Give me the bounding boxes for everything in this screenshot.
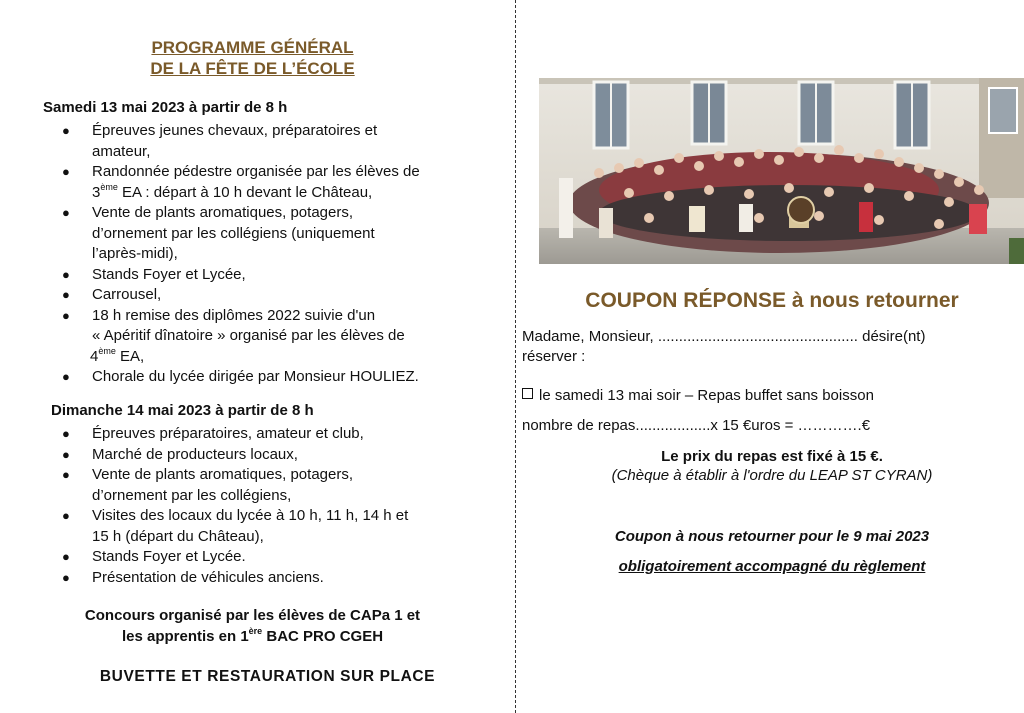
price-note: Le prix du repas est fixé à 15 €. <box>661 448 883 465</box>
superscript: ème <box>100 181 118 192</box>
list-item <box>58 367 478 388</box>
list-item <box>58 568 478 589</box>
bullet-icon: ● <box>62 569 70 585</box>
list-item-text: Randonnée pédestre organisée par les élèves de <box>92 163 420 180</box>
list-item-text: EA : départ à 10 h devant le Château, <box>117 183 373 201</box>
concours-line2 <box>0 626 505 647</box>
bullet-icon: ● <box>62 549 70 564</box>
list-item-text: d’ornement par les collégiens, <box>92 486 292 504</box>
buvette-banner: BUVETTE ET RESTAURATION SUR PLACE <box>99 668 436 685</box>
list-item-text: EA, <box>115 347 145 365</box>
list-item <box>58 265 478 286</box>
bullet-icon: ● <box>62 123 70 138</box>
meal-option <box>522 386 874 406</box>
concours-text: BAC PRO CGEH <box>262 628 384 645</box>
coupon-line2: réserver : <box>522 348 586 365</box>
coupon-column <box>520 0 1024 713</box>
concours-text: les apprentis en 1 <box>121 628 249 645</box>
meal-option-label: le samedi 13 mai soir – Repas buffet sans boisson <box>539 387 874 404</box>
payment-requirement: obligatoirement accompagné du règlement <box>618 558 926 575</box>
superscript: ème <box>98 345 116 356</box>
list-item <box>58 285 478 306</box>
list-item <box>58 424 478 445</box>
list-item <box>58 445 478 466</box>
concours-note <box>0 605 505 647</box>
list-item-text: Stands Foyer et Lycée. <box>92 548 246 565</box>
fold-divider <box>515 0 516 713</box>
list-item-text: Carrousel, <box>92 286 162 303</box>
list-item-text: Visites des locaux du lycée à 10 h, 11 h, 14 h et <box>92 507 409 524</box>
programme-title-line1: PROGRAMME GÉNÉRAL <box>151 38 354 57</box>
list-item-text: Stands Foyer et Lycée, <box>92 265 246 283</box>
list-item-text: d’ornement par les collégiens (uniquement <box>92 224 375 242</box>
list-item-text: Marché de producteurs locaux, <box>92 445 298 463</box>
list-item-text: 15 h (départ du Château), <box>92 527 264 545</box>
sunday-heading: Dimanche 14 mai 2023 à partir de 8 h <box>51 402 314 419</box>
bullet-icon: ● <box>62 164 70 179</box>
meal-count-line: nombre de repas..................x 15 €uros = ………….€ <box>522 417 871 434</box>
list-item <box>58 506 478 547</box>
sunday-list <box>58 424 478 588</box>
list-item-text: Chorale du lycée dirigée par Monsieur HOULIEZ. <box>92 368 419 385</box>
list-item-text: Présentation de véhicules anciens. <box>92 568 324 586</box>
list-item-text: Épreuves jeunes chevaux, préparatoires et <box>92 122 378 139</box>
checkbox-icon[interactable] <box>522 388 533 399</box>
bullet-icon: ● <box>62 369 70 384</box>
list-item <box>58 162 478 203</box>
concours-line1: Concours organisé par les élèves de CAPa 1 et <box>84 607 421 624</box>
saturday-list <box>58 121 478 388</box>
bullet-icon: ● <box>62 287 70 302</box>
superscript: ère <box>248 626 263 636</box>
list-item-text: l’après-midi), <box>92 245 178 262</box>
programme-title-line2: DE LA FÊTE DE L’ÉCOLE <box>150 59 355 78</box>
list-item-text: 4 <box>90 347 99 365</box>
list-item-text: amateur, <box>92 142 151 160</box>
list-item <box>58 547 478 568</box>
coupon-line1: Madame, Monsieur, ................................................ désire(nt) <box>522 328 926 345</box>
bullet-icon: ● <box>62 205 70 220</box>
list-item <box>58 203 478 265</box>
list-item-text: Vente de plants aromatiques, potagers, <box>92 204 354 221</box>
list-item-text: Vente de plants aromatiques, potagers, <box>92 466 354 483</box>
return-deadline: Coupon à nous retourner pour le 9 mai 2023 <box>614 528 930 545</box>
bullet-icon: ● <box>62 508 70 523</box>
list-item <box>58 465 478 506</box>
programme-title <box>0 37 505 79</box>
list-item-text: « Apéritif dînatoire » organisé par les élèves de <box>92 327 405 344</box>
list-item-text: 18 h remise des diplômes 2022 suivie d'un <box>92 306 376 324</box>
list-item <box>58 121 478 162</box>
saturday-heading: Samedi 13 mai 2023 à partir de 8 h <box>43 99 288 116</box>
bullet-icon: ● <box>62 426 70 441</box>
list-item <box>58 306 478 368</box>
group-photo <box>539 78 1024 264</box>
list-item-text: 3 <box>92 183 101 201</box>
list-item-text: Épreuves préparatoires, amateur et club, <box>92 425 364 442</box>
bullet-icon: ● <box>62 446 70 462</box>
cheque-note: (Chèque à établir à l'ordre du LEAP ST CYRAN) <box>611 467 933 484</box>
bullet-icon: ● <box>62 467 70 482</box>
bullet-icon: ● <box>62 266 70 282</box>
coupon-title: COUPON RÉPONSE à nous retourner <box>585 289 959 312</box>
bullet-icon: ● <box>62 307 70 323</box>
